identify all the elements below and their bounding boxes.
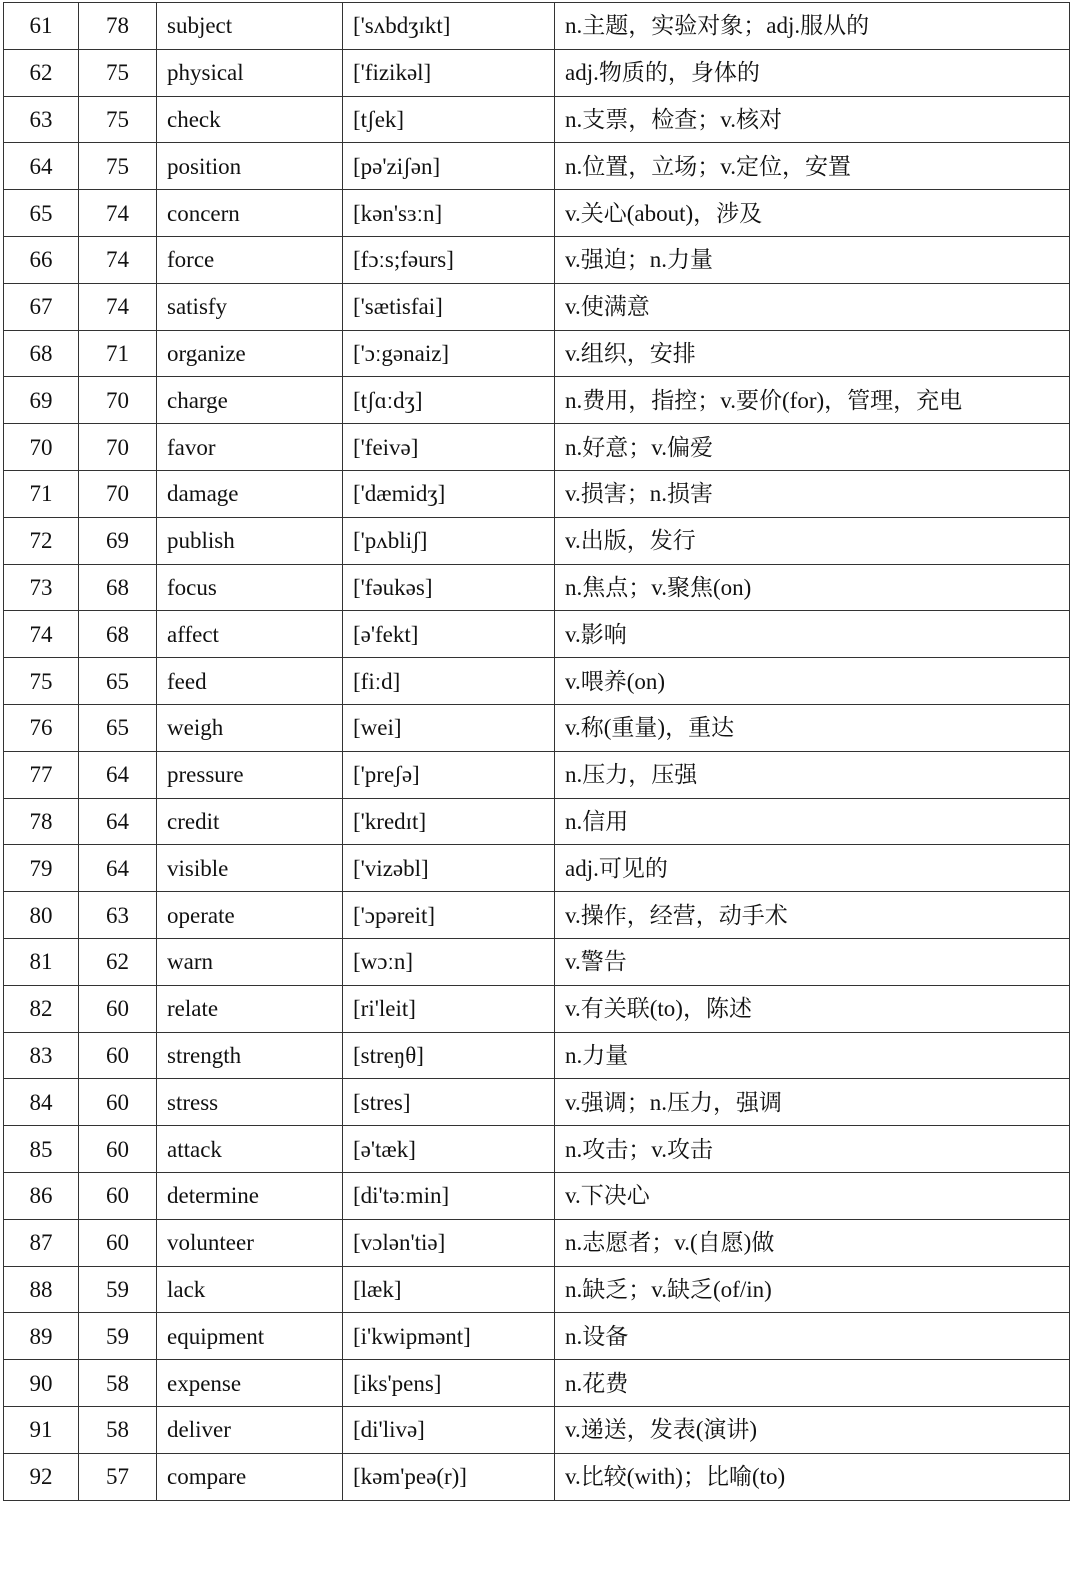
frequency-cell: 78 [79,3,157,50]
phonetic-cell: ['sætisfai] [343,283,555,330]
table-row [4,1453,1070,1500]
phonetic-cell: [kəm'peə(r)] [343,1453,555,1500]
phonetic-cell: [tʃek] [343,96,555,143]
frequency-cell: 60 [79,1032,157,1079]
word-cell: charge [157,377,343,424]
row-index-cell: 91 [4,1406,79,1453]
phonetic-cell: ['pʌbliʃ] [343,517,555,564]
word-cell: subject [157,3,343,50]
definition-cell: n.力量 [555,1032,1070,1079]
row-index-cell: 79 [4,845,79,892]
phonetic-cell: ['vizəbl] [343,845,555,892]
table-row [4,377,1070,424]
row-index-cell: 73 [4,564,79,611]
row-index-cell: 92 [4,1453,79,1500]
definition-cell: v.比较(with)；比喻(to) [555,1453,1070,1500]
frequency-cell: 63 [79,892,157,939]
definition-cell: v.称(重量)，重达 [555,704,1070,751]
word-cell: strength [157,1032,343,1079]
phonetic-cell: ['preʃə] [343,751,555,798]
phonetic-cell: ['feivə] [343,424,555,471]
phonetic-cell: [læk] [343,1266,555,1313]
table-row [4,564,1070,611]
definition-cell: v.递送，发表(演讲) [555,1406,1070,1453]
definition-cell: v.喂养(on) [555,658,1070,705]
table-row [4,704,1070,751]
frequency-cell: 58 [79,1360,157,1407]
word-cell: position [157,143,343,190]
table-row [4,1266,1070,1313]
row-index-cell: 77 [4,751,79,798]
row-index-cell: 83 [4,1032,79,1079]
phonetic-cell: [ri'leit] [343,985,555,1032]
word-cell: damage [157,470,343,517]
frequency-cell: 62 [79,938,157,985]
definition-cell: v.警告 [555,938,1070,985]
row-index-cell: 76 [4,704,79,751]
row-index-cell: 82 [4,985,79,1032]
word-cell: physical [157,49,343,96]
definition-cell: n.压力，压强 [555,751,1070,798]
definition-cell: v.损害；n.损害 [555,470,1070,517]
phonetic-cell: ['kredɪt] [343,798,555,845]
phonetic-cell: [kən'sɜːn] [343,190,555,237]
definition-cell: n.支票，检查；v.核对 [555,96,1070,143]
word-cell: relate [157,985,343,1032]
table-row [4,1360,1070,1407]
word-cell: check [157,96,343,143]
frequency-cell: 59 [79,1266,157,1313]
frequency-cell: 58 [79,1406,157,1453]
table-row [4,658,1070,705]
table-row [4,1219,1070,1266]
table-row [4,985,1070,1032]
word-cell: equipment [157,1313,343,1360]
definition-cell: v.强调；n.压力，强调 [555,1079,1070,1126]
table-row [4,1032,1070,1079]
word-cell: focus [157,564,343,611]
table-row [4,283,1070,330]
word-cell: stress [157,1079,343,1126]
frequency-cell: 60 [79,1172,157,1219]
row-index-cell: 67 [4,283,79,330]
frequency-cell: 74 [79,190,157,237]
phonetic-cell: [iks'pens] [343,1360,555,1407]
word-cell: publish [157,517,343,564]
word-cell: expense [157,1360,343,1407]
row-index-cell: 70 [4,424,79,471]
phonetic-cell: [ə'fekt] [343,611,555,658]
word-cell: concern [157,190,343,237]
word-cell: lack [157,1266,343,1313]
phonetic-cell: ['dæmidʒ] [343,470,555,517]
phonetic-cell: ['ɔpəreit] [343,892,555,939]
table-row [4,470,1070,517]
word-cell: determine [157,1172,343,1219]
table-row [4,798,1070,845]
word-cell: affect [157,611,343,658]
row-index-cell: 90 [4,1360,79,1407]
frequency-cell: 60 [79,1079,157,1126]
table-row [4,892,1070,939]
frequency-cell: 64 [79,798,157,845]
phonetic-cell: [i'kwipmənt] [343,1313,555,1360]
definition-cell: n.焦点；v.聚焦(on) [555,564,1070,611]
definition-cell: n.好意；v.偏爱 [555,424,1070,471]
definition-cell: v.强迫；n.力量 [555,236,1070,283]
word-cell: force [157,236,343,283]
word-cell: volunteer [157,1219,343,1266]
table-row [4,1079,1070,1126]
table-row [4,330,1070,377]
row-index-cell: 81 [4,938,79,985]
frequency-cell: 57 [79,1453,157,1500]
definition-cell: v.影响 [555,611,1070,658]
frequency-cell: 65 [79,658,157,705]
definition-cell: v.关心(about)，涉及 [555,190,1070,237]
phonetic-cell: ['fizikəl] [343,49,555,96]
row-index-cell: 78 [4,798,79,845]
phonetic-cell: ['fəukəs] [343,564,555,611]
row-index-cell: 61 [4,3,79,50]
definition-cell: n.位置，立场；v.定位，安置 [555,143,1070,190]
frequency-cell: 64 [79,845,157,892]
table-row [4,938,1070,985]
phonetic-cell: [streŋθ] [343,1032,555,1079]
table-row [4,96,1070,143]
definition-cell: n.攻击；v.攻击 [555,1126,1070,1173]
table-row [4,424,1070,471]
frequency-cell: 60 [79,985,157,1032]
definition-cell: n.费用，指控；v.要价(for)，管理，充电 [555,377,1070,424]
definition-cell: v.组织，安排 [555,330,1070,377]
row-index-cell: 75 [4,658,79,705]
row-index-cell: 86 [4,1172,79,1219]
frequency-cell: 70 [79,377,157,424]
frequency-cell: 75 [79,143,157,190]
row-index-cell: 88 [4,1266,79,1313]
row-index-cell: 74 [4,611,79,658]
frequency-cell: 59 [79,1313,157,1360]
table-row [4,1313,1070,1360]
table-row [4,1172,1070,1219]
phonetic-cell: [ə'tæk] [343,1126,555,1173]
row-index-cell: 63 [4,96,79,143]
definition-cell: n.志愿者；v.(自愿)做 [555,1219,1070,1266]
table-row [4,190,1070,237]
table-row [4,845,1070,892]
row-index-cell: 72 [4,517,79,564]
frequency-cell: 68 [79,611,157,658]
phonetic-cell: [fiːd] [343,658,555,705]
row-index-cell: 85 [4,1126,79,1173]
word-cell: pressure [157,751,343,798]
phonetic-cell: [di'livə] [343,1406,555,1453]
phonetic-cell: [pə'ziʃən] [343,143,555,190]
frequency-cell: 71 [79,330,157,377]
definition-cell: v.使满意 [555,283,1070,330]
phonetic-cell: ['sʌbdʒɪkt] [343,3,555,50]
row-index-cell: 65 [4,190,79,237]
table-row [4,3,1070,50]
phonetic-cell: [stres] [343,1079,555,1126]
frequency-cell: 60 [79,1126,157,1173]
word-cell: favor [157,424,343,471]
table-row [4,49,1070,96]
word-cell: weigh [157,704,343,751]
row-index-cell: 64 [4,143,79,190]
word-cell: satisfy [157,283,343,330]
phonetic-cell: [di'təːmin] [343,1172,555,1219]
definition-cell: n.花费 [555,1360,1070,1407]
word-cell: attack [157,1126,343,1173]
frequency-cell: 75 [79,49,157,96]
frequency-cell: 75 [79,96,157,143]
vocabulary-table-body [4,3,1070,1501]
frequency-cell: 60 [79,1219,157,1266]
row-index-cell: 62 [4,49,79,96]
table-row [4,1126,1070,1173]
table-row [4,517,1070,564]
definition-cell: n.设备 [555,1313,1070,1360]
table-row [4,1406,1070,1453]
phonetic-cell: [vɔlən'tiə] [343,1219,555,1266]
frequency-cell: 74 [79,283,157,330]
word-cell: operate [157,892,343,939]
row-index-cell: 89 [4,1313,79,1360]
word-cell: warn [157,938,343,985]
frequency-cell: 70 [79,424,157,471]
word-cell: visible [157,845,343,892]
phonetic-cell: ['ɔːgənaiz] [343,330,555,377]
definition-cell: v.下决心 [555,1172,1070,1219]
definition-cell: v.操作，经营，动手术 [555,892,1070,939]
word-cell: credit [157,798,343,845]
row-index-cell: 66 [4,236,79,283]
frequency-cell: 69 [79,517,157,564]
row-index-cell: 71 [4,470,79,517]
definition-cell: adj.物质的，身体的 [555,49,1070,96]
table-row [4,143,1070,190]
phonetic-cell: [wɔːn] [343,938,555,985]
phonetic-cell: [fɔːs;fəurs] [343,236,555,283]
word-cell: feed [157,658,343,705]
frequency-cell: 70 [79,470,157,517]
row-index-cell: 69 [4,377,79,424]
table-row [4,611,1070,658]
vocabulary-table [3,2,1070,1501]
row-index-cell: 68 [4,330,79,377]
definition-cell: n.信用 [555,798,1070,845]
word-cell: compare [157,1453,343,1500]
table-row [4,236,1070,283]
word-cell: deliver [157,1406,343,1453]
definition-cell: v.有关联(to)，陈述 [555,985,1070,1032]
row-index-cell: 87 [4,1219,79,1266]
row-index-cell: 80 [4,892,79,939]
definition-cell: n.缺乏；v.缺乏(of/in) [555,1266,1070,1313]
frequency-cell: 65 [79,704,157,751]
word-cell: organize [157,330,343,377]
row-index-cell: 84 [4,1079,79,1126]
definition-cell: v.出版，发行 [555,517,1070,564]
frequency-cell: 74 [79,236,157,283]
frequency-cell: 64 [79,751,157,798]
frequency-cell: 68 [79,564,157,611]
definition-cell: adj.可见的 [555,845,1070,892]
phonetic-cell: [wei] [343,704,555,751]
phonetic-cell: [tʃɑːdʒ] [343,377,555,424]
table-row [4,751,1070,798]
definition-cell: n.主题，实验对象；adj.服从的 [555,3,1070,50]
